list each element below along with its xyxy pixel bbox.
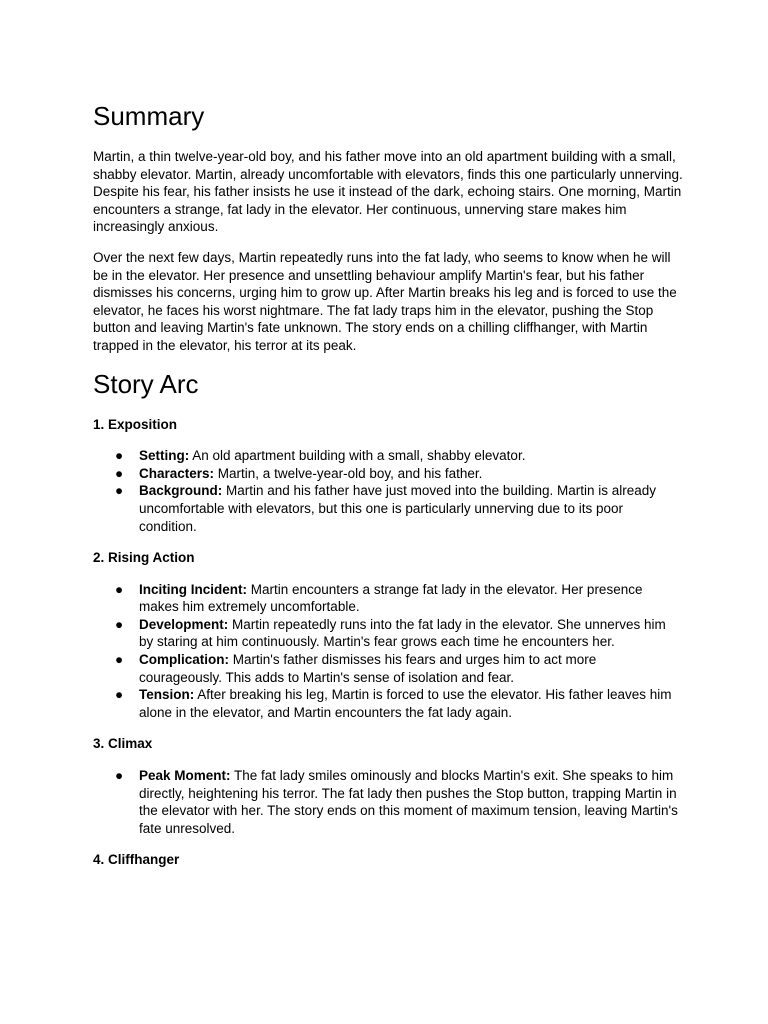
list-item — [93, 616, 683, 651]
summary-paragraph: Over the next few days, Martin repeatedly runs into the fat lady, who seems to know when he will be in the elevator. Her presence and unsettling behaviour amplify Martin's fear, but his father dismisses his concerns, urging him to grow up. After Martin breaks his leg and is forced to use the elevator, he faces his worst nightmare. The fat lady traps him in the elevator, pushing the Stop button and leaving Martin's fate unknown. The story ends on a chilling cliffhanger, with Martin trapped in the elevator, his terror at its peak. — [93, 249, 677, 353]
bullet-icon: ● — [115, 483, 124, 499]
item-label: Setting: — [139, 448, 190, 464]
item-label: Inciting Incident: — [139, 581, 247, 597]
item-text: Martin's father dismisses his fears and urges him to act more courageously. This adds to Martin's sense of isolation and fear. — [139, 652, 597, 685]
list-item — [93, 482, 683, 535]
bullet-icon: ● — [115, 448, 124, 464]
list-item — [93, 651, 683, 686]
item-text: Martin repeatedly runs into the fat lady in the elevator. She unnerves him by staring at him continuously. Martin's fear grows each time he encounters her. — [139, 616, 666, 650]
story-arc-heading: Story Arc — [93, 368, 199, 399]
bullet-icon: ● — [115, 768, 124, 784]
bullet-icon: ● — [115, 616, 124, 632]
list-item — [93, 465, 683, 483]
summary-heading: Summary — [93, 101, 205, 131]
item-label: Tension: — [139, 687, 195, 703]
item-text: Martin encounters a strange fat lady in the elevator. Her presence makes him extremely uncomfortable. — [139, 581, 643, 615]
climax-list — [93, 767, 683, 837]
item-text: The fat lady smiles ominously and blocks Martin's exit. She speaks to him directly, heightening his terror. The fat lady then pushes the Stop button, trapping Martin in the elevator with her. The story ends on this moment of maximum tension, leaving Martin's fate unresolved. — [139, 768, 678, 836]
summary-paragraph: Martin, a thin twelve-year-old boy, and his father move into an old apartment building with a small, shabby elevator. Martin, already uncomfortable with elevators, finds this one particularly unnerving. Despite his fear, his father insists he use it instead of the dark, echoing stairs. One morning, Martin encounters a strange, fat lady in the elevator. Her continuous, unnerving stare makes him increasingly anxious. — [93, 149, 683, 235]
bullet-icon: ● — [115, 581, 124, 597]
section-heading-rising-action: 2. Rising Action — [93, 550, 195, 566]
item-text: An old apartment building with a small, shabby elevator. — [189, 448, 526, 464]
document-page — [93, 100, 683, 869]
exposition-list — [93, 447, 683, 535]
item-label: Development: — [139, 616, 229, 632]
bullet-icon: ● — [115, 465, 124, 481]
list-item — [93, 686, 683, 721]
list-item — [93, 767, 683, 837]
item-label: Peak Moment: — [139, 768, 231, 784]
item-label: Background: — [139, 483, 223, 499]
bullet-icon: ● — [115, 687, 124, 703]
bullet-icon: ● — [115, 652, 124, 668]
section-heading-climax: 3. Climax — [93, 736, 153, 752]
rising-action-list — [93, 581, 683, 722]
section-heading-exposition: 1. Exposition — [93, 416, 178, 432]
list-item — [93, 447, 683, 465]
item-label: Characters: — [139, 465, 215, 481]
item-text: Martin and his father have just moved into the building. Martin is already uncomfortable with elevators, but this one is particularly unnerving due to its poor condition. — [139, 483, 656, 534]
item-label: Complication: — [139, 652, 229, 668]
item-text: After breaking his leg, Martin is forced to use the elevator. His father leaves him alone in the elevator, and Martin encounters the fat lady again. — [139, 687, 672, 720]
section-heading-cliffhanger: 4. Cliffhanger — [93, 852, 180, 868]
item-text: Martin, a twelve-year-old boy, and his father. — [214, 465, 483, 481]
list-item — [93, 581, 683, 616]
